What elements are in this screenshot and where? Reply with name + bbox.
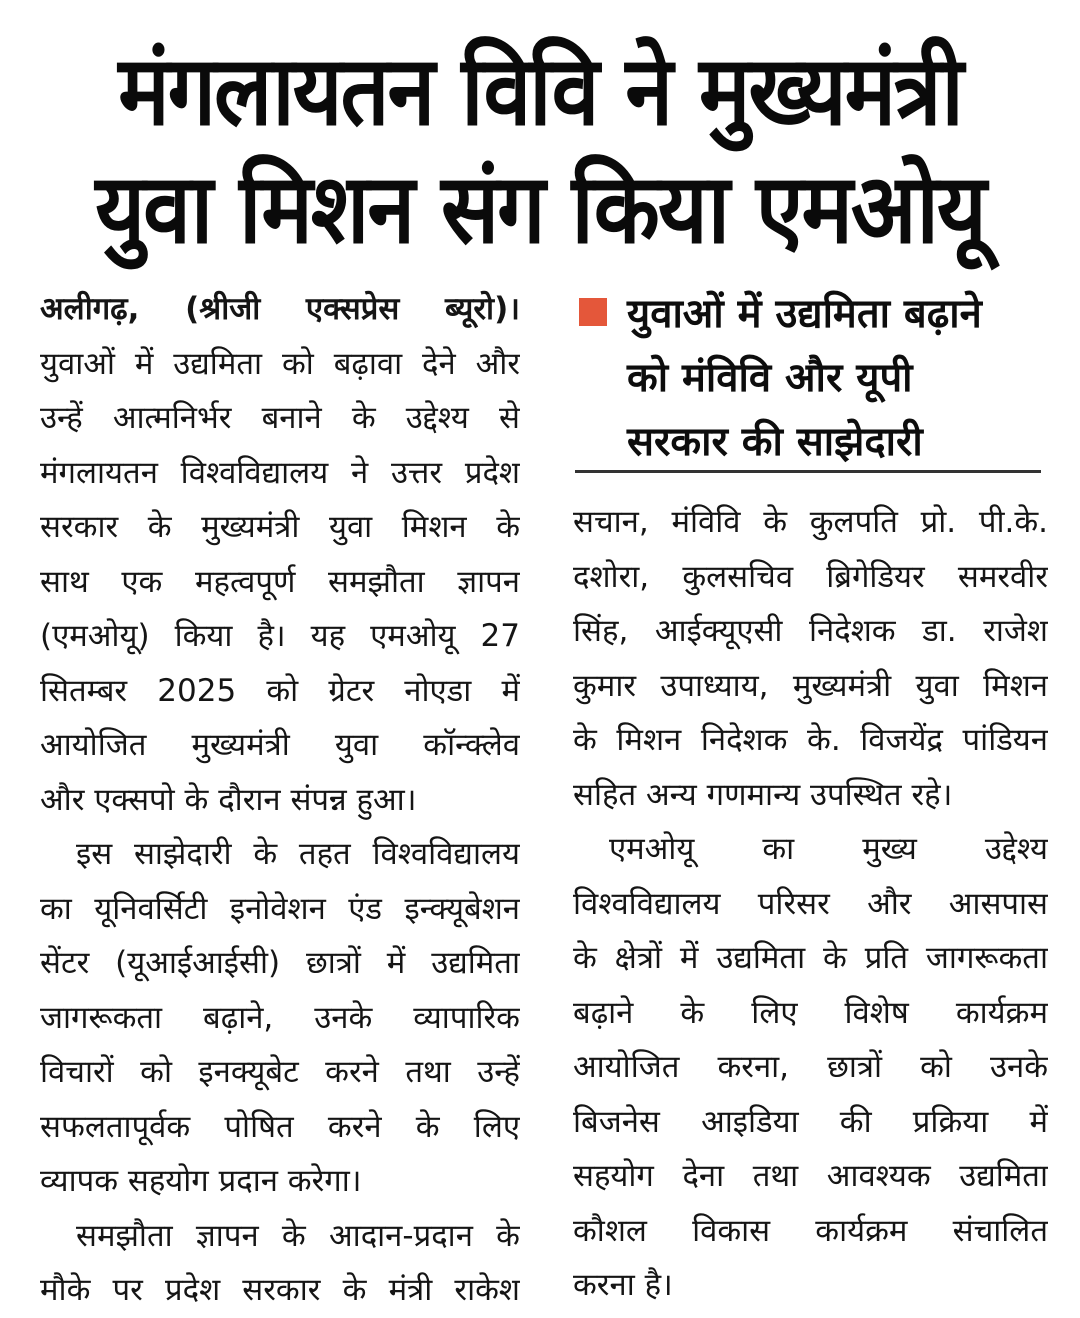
article-line: (एमओयू) किया है। यह एमओयू 27	[40, 618, 520, 654]
article-line: आयोजित करना, छात्रों को उनके	[573, 1049, 1048, 1085]
headline-line-1: मंगलायतन विवि ने मुख्यमंत्री	[118, 35, 962, 148]
article-line: दशोरा, कुलसचिव ब्रिगेडियर समरवीर	[573, 558, 1048, 595]
article-line: साथ एक महत्वपूर्ण समझौता ज्ञापन	[40, 563, 520, 600]
pull-quote-line-3: सरकार की साझेदारी	[627, 419, 923, 465]
article-line: सफलतापूर्वक पोषित करने के लिए	[40, 1108, 520, 1145]
article-line: इस साझेदारी के तहत विश्वविद्यालय	[76, 836, 520, 872]
article-line: और एक्सपो के दौरान संपन्न हुआ।	[40, 781, 417, 818]
article-line: सितम्बर 2025 को ग्रेटर नोएडा में	[40, 672, 520, 709]
article-line: बढ़ाने के लिए विशेष कार्यक्रम	[573, 994, 1048, 1031]
article-line: उन्हें आत्मनिर्भर बनाने के उद्देश्य से	[40, 400, 520, 436]
article-left-column	[40, 282, 520, 1318]
article-line: सेंटर (यूआईआईसी) छात्रों में उद्यमिता	[40, 945, 520, 981]
article-line: सिंह, आईक्यूएसी निदेशक डा. राजेश	[573, 613, 1048, 649]
article-line: विचारों को इनक्यूबेट करने तथा उन्हें	[40, 1054, 520, 1090]
article-right-column	[573, 495, 1048, 1313]
article-line: विश्वविद्यालय परिसर और आसपास	[573, 885, 1048, 922]
pull-quote-line-1: युवाओं में उद्यमिता बढ़ाने	[627, 291, 982, 337]
headline-line-2: युवा मिशन संग किया एमओयू	[95, 153, 985, 266]
article-line: कुमार उपाध्याय, मुख्यमंत्री युवा मिशन	[573, 667, 1048, 704]
article-line: के क्षेत्रों में उद्यमिता के प्रति जागरूकता	[573, 940, 1048, 976]
article-line: व्यापक सहयोग प्रदान करेगा।	[40, 1163, 362, 1199]
article-line: आयोजित मुख्यमंत्री युवा कॉन्क्लेव	[40, 727, 520, 763]
dateline: अलीगढ़, (श्रीजी एक्सप्रेस ब्यूरो)।	[40, 291, 520, 327]
article-line: के मिशन निदेशक के. विजयेंद्र पांडियन	[573, 722, 1048, 758]
pull-quote-line-2: को मंविवि और यूपी	[627, 355, 913, 401]
article-line: मौके पर प्रदेश सरकार के मंत्री राकेश	[40, 1272, 520, 1308]
article-line: सहित अन्य गणमान्य उपस्थित रहे।	[573, 776, 953, 813]
bullet-square-icon	[579, 298, 607, 326]
article-line: मंगलायतन विश्वविद्यालय ने उत्तर प्रदेश	[40, 454, 520, 491]
article-line: समझौता ज्ञापन के आदान-प्रदान के	[76, 1217, 520, 1254]
article-line: करना है।	[573, 1267, 673, 1303]
article-line: एमओयू का मुख्य उद्देश्य	[609, 831, 1048, 867]
divider	[575, 470, 1041, 473]
article-line: बिजनेस आइडिया की प्रक्रिया में	[573, 1103, 1048, 1140]
article-line: सरकार के मुख्यमंत्री युवा मिशन के	[40, 509, 520, 545]
article-line: युवाओं में उद्यमिता को बढ़ावा देने और	[40, 345, 520, 382]
article-line: का यूनिवर्सिटी इनोवेशन एंड इन्क्यूबेशन	[40, 890, 520, 927]
article-line: कौशल विकास कार्यक्रम संचालित	[573, 1212, 1048, 1249]
article-line: सहयोग देना तथा आवश्यक उद्यमिता	[573, 1158, 1048, 1194]
article-line: जागरूकता बढ़ाने, उनके व्यापारिक	[40, 999, 520, 1036]
article-line: सचान, मंविवि के कुलपति प्रो. पी.के.	[573, 504, 1048, 540]
